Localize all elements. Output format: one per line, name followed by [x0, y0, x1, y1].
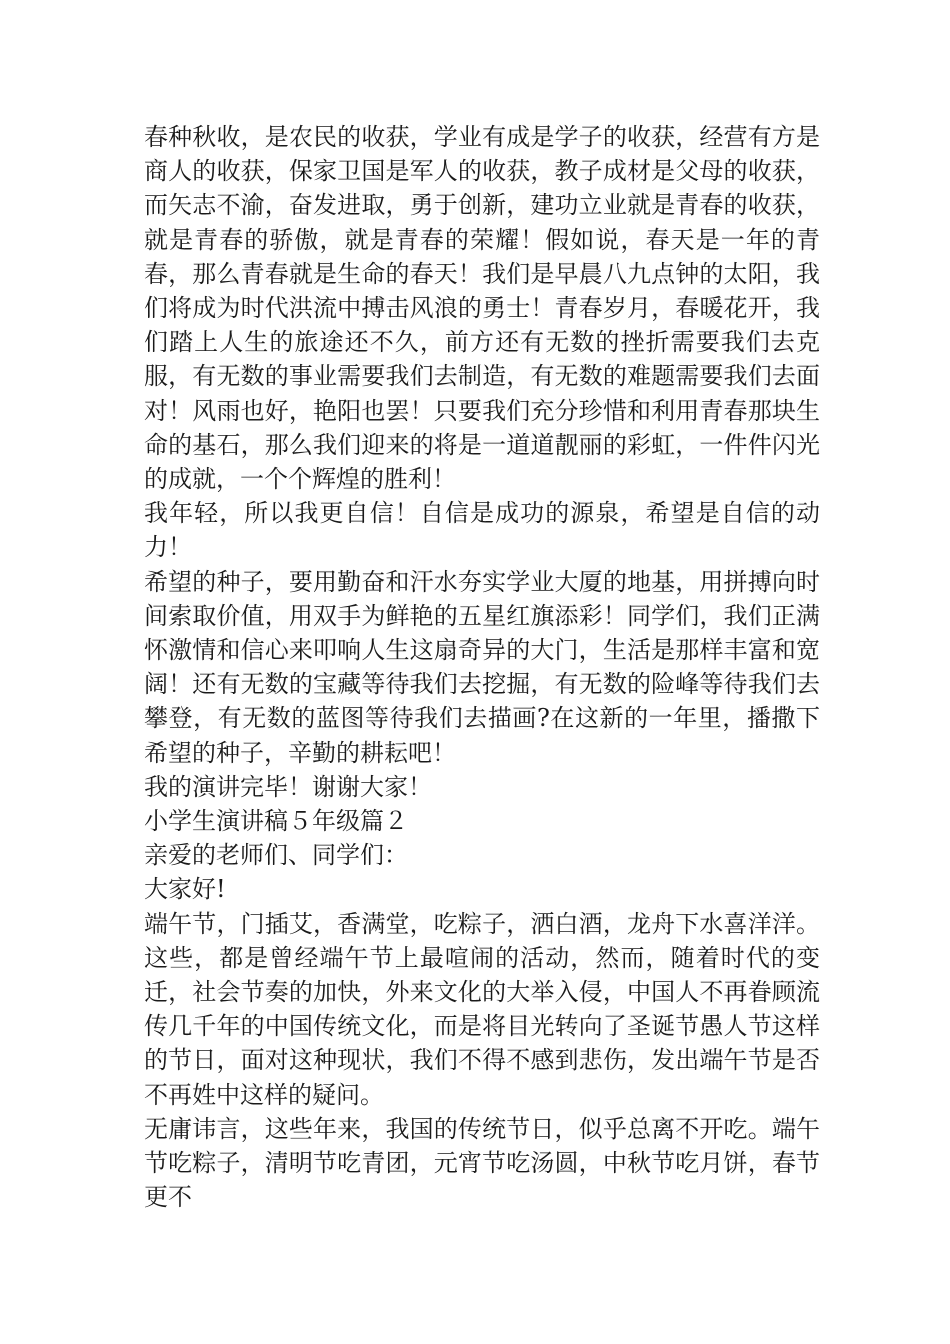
paragraph-dragon-boat: 端午节，门插艾，香满堂，吃粽子，洒白酒，龙舟下水喜洋洋。这些，都是曾经端午节上最喧闹的活动，然而，随着时代的变迁，社会节奏的加快，外来文化的大举入侵，中国人不再眷顾流传几千年的中国传统文化，而是将目光转向了圣诞节愚人节这样的节日，面对这种现状，我们不得不感到悲伤，发出端午节是否不再姓中这样的疑问。 — [144, 909, 820, 1109]
section-heading: 小学生演讲稿５年级篇２ — [144, 807, 408, 836]
paragraph-traditional-festivals: 无庸讳言，这些年来，我国的传统节日，似乎总离不开吃。端午节吃粽子，清明节吃青团，元宵节吃汤圆，中秋节吃月饼，春节更不 — [144, 1114, 820, 1212]
paragraph-speech-end: 我的演讲完毕！谢谢大家！ — [144, 772, 432, 801]
paragraph-spring-harvest: 春种秋收，是农民的收获，学业有成是学子的收获，经营有方是商人的收获，保家卫国是军人的收获，教子成材是父母的收获，而矢志不渝，奋发进取，勇于创新，建功立业就是青春的收获，就是青春的骄傲，就是青春的荣耀！假如说，春天是一年的青春，那么青春就是生命的春天！我们是早晨八九点钟的太阳，我们将成为时代洪流中搏击风浪的勇士！青春岁月，春暖花开，我们踏上人生的旅途还不久，前方还有无数的挫折需要我们去克服，有无数的事业需要我们去制造，有无数的难题需要我们去面对！风雨也好，艳阳也罢！只要我们充分珍惜和利用青春那块生命的基石，那么我们迎来的将是一道道靓丽的彩虹，一件件闪光的成就，一个个辉煌的胜利！ — [144, 123, 820, 494]
document-body — [144, 120, 820, 1215]
paragraph-greeting: 大家好! — [144, 875, 226, 904]
paragraph-salutation: 亲爱的老师们、同学们： — [144, 841, 408, 870]
paragraph-seed-of-hope: 希望的种子，要用勤奋和汗水夯实学业大厦的地基，用拼搏向时间索取价值，用双手为鲜艳的五星红旗添彩！同学们，我们正满怀激情和信心来叩响人生这扇奇异的大门，生活是那样丰富和宽阔！还有无数的宝藏等待我们去挖掘，有无数的险峰等待我们去攀登，有无数的蓝图等待我们去描画?在这新的一年里，播撒下希望的种子，辛勤的耕耘吧！ — [144, 567, 820, 767]
paragraph-confidence: 我年轻，所以我更自信！自信是成功的源泉，希望是自信的动力！ — [144, 499, 820, 562]
